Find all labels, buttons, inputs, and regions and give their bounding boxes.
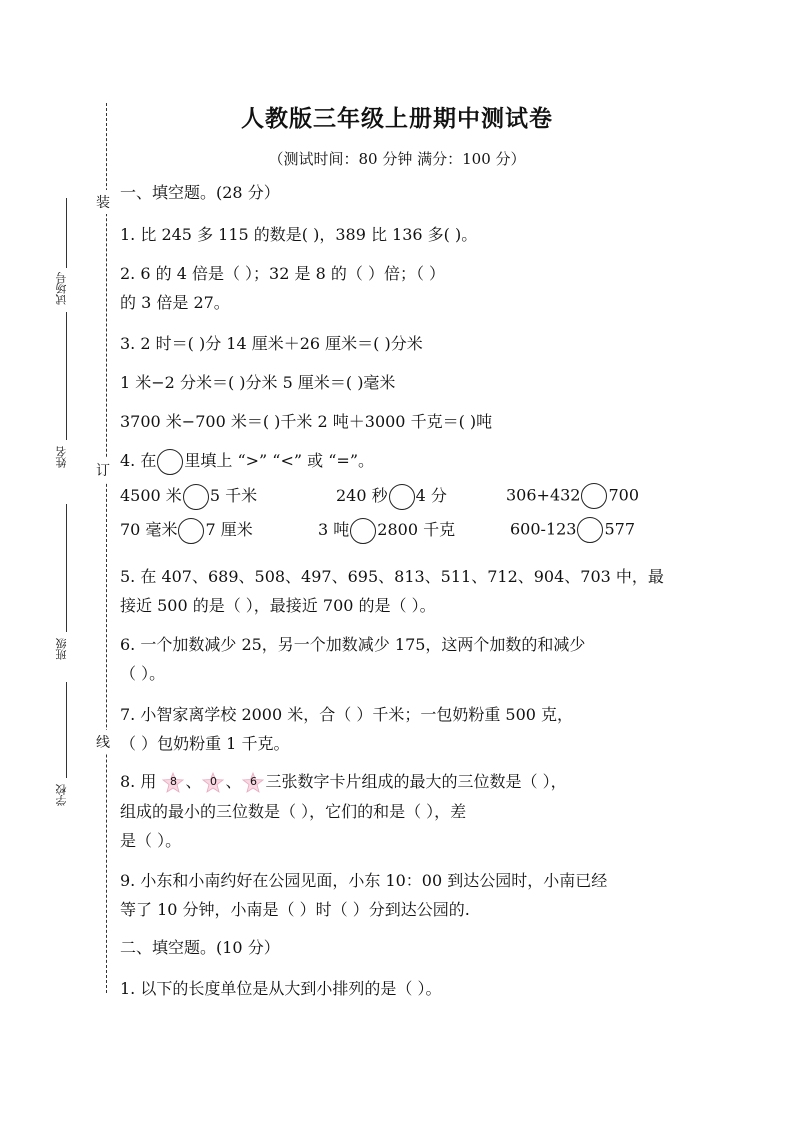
compare-left: 600-123 <box>510 519 577 539</box>
compare-left: 240 秒 <box>336 486 388 505</box>
compare-right: 700 <box>608 485 640 505</box>
question-1-8-line-2: 组成的最小的三位数是（ ），它们的和是（ ），差 <box>120 802 467 821</box>
compare-right: 577 <box>604 519 636 539</box>
exam-room-fill-line <box>66 198 67 268</box>
compare-circle-input[interactable] <box>183 484 209 510</box>
compare-left: 306+432 <box>506 485 581 505</box>
question-1-6-line-2: （ ）。 <box>120 664 166 683</box>
question-1-5-line-2: 接近 500 的是（ ），最接近 700 的是（ ）。 <box>120 596 436 615</box>
section-2-heading: 二、填空题。(10 分） <box>120 938 280 957</box>
question-1-9-line-2: 等了 10 分钟，小南是（ ）时（ ）分到达公园的. <box>120 900 470 919</box>
binding-line <box>106 103 107 993</box>
compare-left: 70 毫米 <box>120 520 178 539</box>
question-1-6-line-1: 6. 一个加数减少 25，另一个加数减少 175，这两个加数的和减少 <box>120 635 586 654</box>
digit-card-value: 0 <box>209 774 217 788</box>
school-label: 学校 <box>55 784 68 806</box>
exam-room-label: 试场号 <box>55 272 68 305</box>
question-2-1: 1. 以下的长度单位是从大到小排列的是（ ）。 <box>120 979 442 998</box>
digit-card-icon <box>162 772 184 794</box>
compare-circle-input[interactable] <box>581 483 607 509</box>
q4-pre-text: 4. 在 <box>120 451 157 470</box>
class-label: 班级 <box>55 638 68 660</box>
compare-right: 4 分 <box>415 486 447 505</box>
card-separator: 、 <box>225 772 242 791</box>
compare-item-3 <box>506 483 639 509</box>
question-1-3-line-1: 3. 2 时＝( )分 14 厘米＋26 厘米＝( )分米 <box>120 334 423 353</box>
name-label: 姓名 <box>55 446 68 468</box>
question-1-3-line-2: 1 米−2 分米＝( )分米 5 厘米＝( )毫米 <box>120 373 396 392</box>
binding-char-xian: 线 <box>96 730 110 754</box>
compare-circle-input[interactable] <box>350 518 376 544</box>
question-1-2-line-2: 的 3 倍是 27。 <box>120 293 230 312</box>
question-1-1: 1. 比 245 多 115 的数是( )，389 比 136 多( )。 <box>120 225 478 244</box>
digit-card-icon <box>242 772 264 794</box>
compare-right: 5 千米 <box>209 486 258 505</box>
digit-card-value: 8 <box>169 774 177 788</box>
compare-left: 4500 米 <box>120 486 182 505</box>
compare-circle-input[interactable] <box>178 518 204 544</box>
q8-pre-text: 8. 用 <box>120 772 157 791</box>
section-1-heading: 一、填空题。(28 分） <box>120 183 280 202</box>
compare-item-5 <box>318 517 455 544</box>
question-1-4-instruction <box>120 448 374 475</box>
compare-item-1 <box>120 483 257 510</box>
compare-circle-input[interactable] <box>577 517 603 543</box>
card-separator: 、 <box>185 772 202 791</box>
compare-item-4 <box>120 517 253 544</box>
answer-circle-icon <box>157 449 183 475</box>
compare-left: 3 吨 <box>318 520 350 539</box>
page-title: 人教版三年级上册期中测试卷 <box>241 105 553 132</box>
question-1-9-line-1: 9. 小东和小南约好在公园见面，小东 10：00 到达公园时，小南已经 <box>120 871 608 890</box>
compare-right: 7 厘米 <box>205 520 253 539</box>
q8-post-text: 三张数字卡片组成的最大的三位数是（ ）， <box>265 772 567 791</box>
page-subtitle: （测试时间：80 分钟 满分：100 分） <box>268 150 526 168</box>
name-fill-line <box>66 312 67 440</box>
compare-item-2 <box>336 483 447 510</box>
compare-right: 2800 千克 <box>377 520 456 539</box>
question-1-3-line-3: 3700 米−700 米＝( )千米 2 吨＋3000 千克＝( )吨 <box>120 412 493 431</box>
binding-char-ding: 订 <box>96 458 110 482</box>
question-1-8-line-1 <box>120 769 567 794</box>
question-1-8-line-3: 是（ ）。 <box>120 831 182 850</box>
question-1-7-line-2: （ ）包奶粉重 1 千克。 <box>120 734 290 753</box>
digit-card-value: 6 <box>249 774 257 788</box>
digit-card-icon <box>202 772 224 794</box>
school-fill-line <box>66 682 67 778</box>
binding-char-zhuang: 装 <box>96 190 110 214</box>
compare-item-6 <box>510 517 635 543</box>
q4-post-text: 里填上 “>” “<” 或 “=”。 <box>184 451 375 470</box>
class-fill-line <box>66 504 67 632</box>
compare-circle-input[interactable] <box>389 484 415 510</box>
question-1-5-line-1: 5. 在 407、689、508、497、695、813、511、712、904、703 中，最 <box>120 567 664 586</box>
question-1-2-line-1: 2. 6 的 4 倍是（ ）；32 是 8 的（ ）倍；（ ） <box>120 264 446 283</box>
question-1-7-line-1: 7. 小智家离学校 2000 米，合（ ）千米；一包奶粉重 500 克， <box>120 705 574 724</box>
